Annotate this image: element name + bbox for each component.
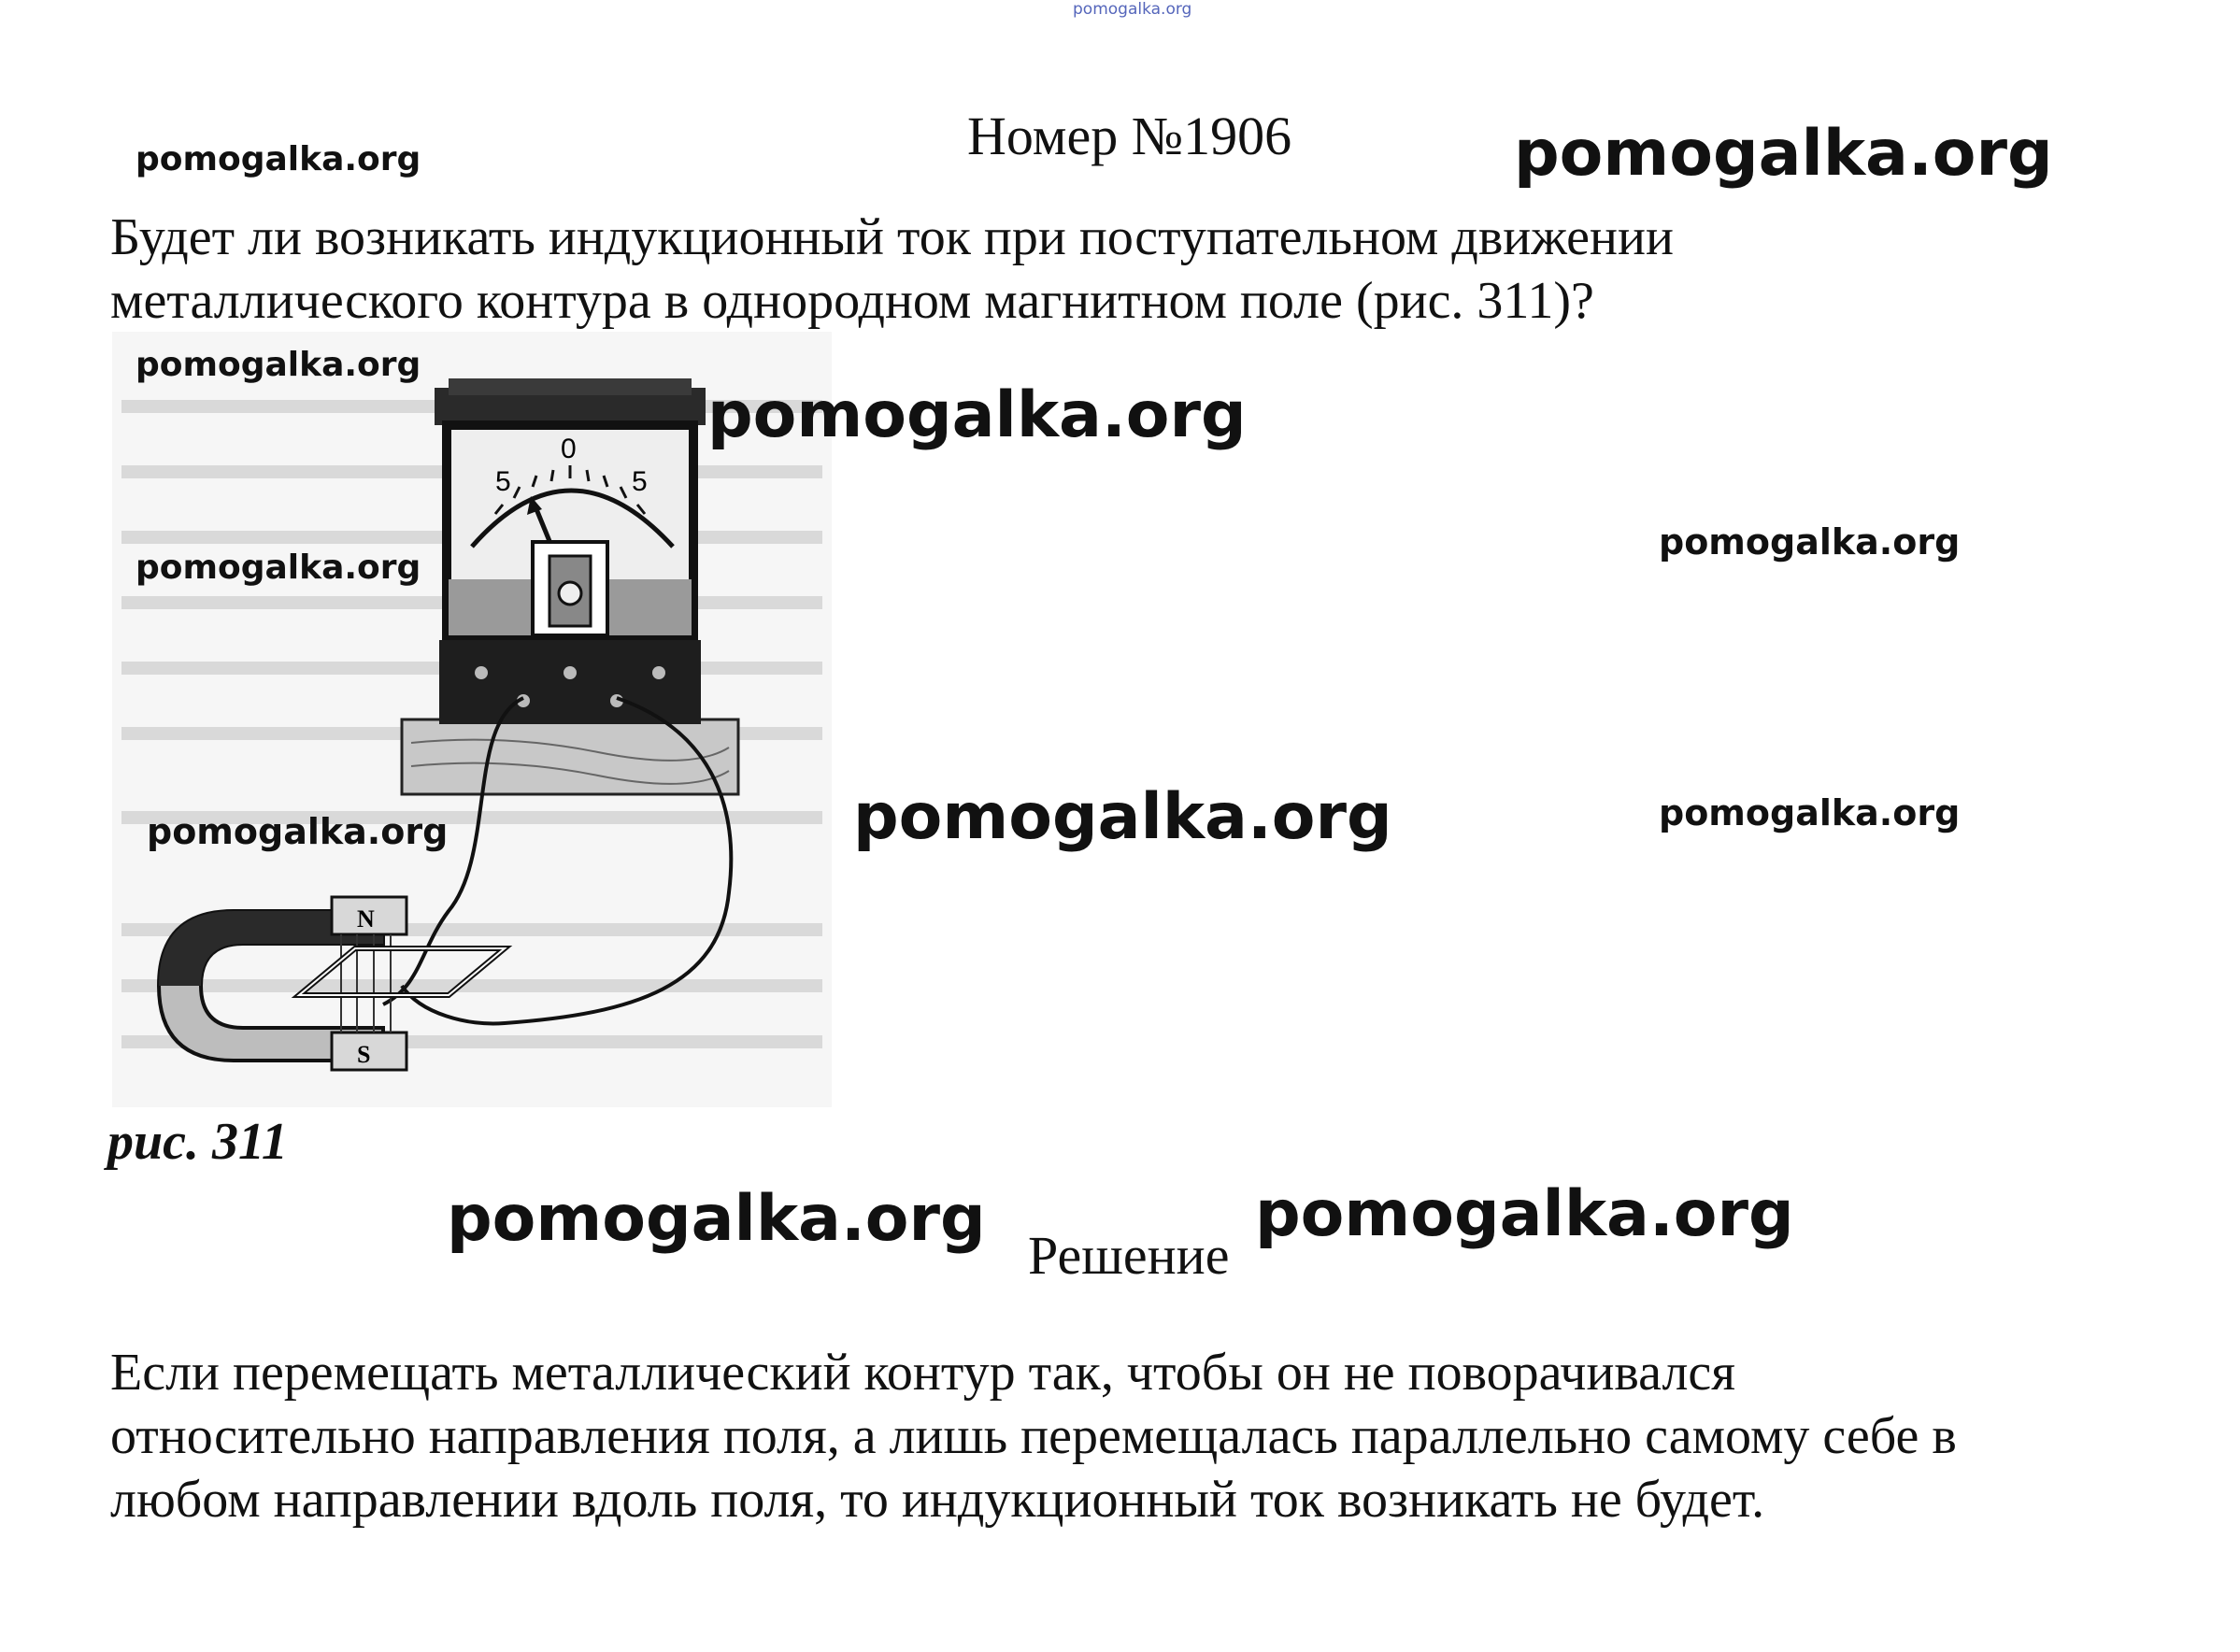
watermark: pomogalka.org: [853, 780, 1392, 854]
watermark: pomogalka.org: [1255, 1177, 1794, 1251]
problem-title: Номер №1906: [967, 106, 1292, 166]
scale-label-right: 5: [632, 466, 648, 497]
solution-line: любом направлении вдоль поля, то индукционный ток возникать не будет.: [110, 1471, 1765, 1529]
watermark: pomogalka.org: [447, 1182, 986, 1256]
galvanometer: [435, 378, 706, 724]
watermark: pomogalka.org: [147, 811, 449, 852]
solution-text: [110, 1341, 1957, 1531]
solution-heading: Решение: [1028, 1225, 1230, 1286]
watermark: pomogalka.org: [136, 346, 421, 384]
pole-s-label: S: [357, 1041, 371, 1068]
watermark: pomogalka.org: [707, 378, 1247, 452]
scale-label-left: 5: [495, 466, 511, 497]
watermark: pomogalka.org: [1514, 117, 2053, 191]
watermark: pomogalka.org: [136, 548, 421, 587]
question-line: Будет ли возникать индукционный ток при поступательном движении: [110, 208, 1674, 266]
pole-n-label: N: [357, 905, 375, 933]
watermark: pomogalka.org: [1659, 792, 1961, 833]
wooden-base: [402, 719, 738, 794]
top-site-link[interactable]: pomogalka.org: [1073, 0, 1192, 19]
question-line: металлического контура в однородном магнитном поле (рис. 311)?: [110, 272, 1594, 330]
watermark: pomogalka.org: [136, 140, 421, 178]
solution-line: относительно направления поля, а лишь перемещалась параллельно самому себе в: [110, 1407, 1957, 1465]
scale-label-zero: 0: [561, 434, 577, 464]
figure-caption: рис. 311: [107, 1113, 288, 1171]
solution-line: Если перемещать металлический контур так, чтобы он не поворачивался: [110, 1344, 1736, 1402]
watermark: pomogalka.org: [1659, 521, 1961, 563]
question-text: [110, 206, 1674, 333]
